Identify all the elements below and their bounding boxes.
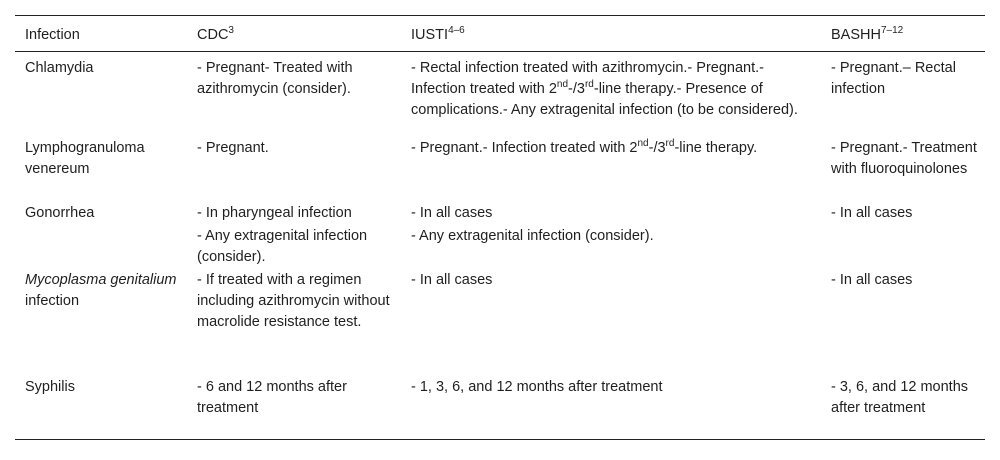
table-row-gonorrhea xyxy=(15,203,985,270)
header-infection-label: Infection xyxy=(25,27,80,43)
cell-text: infection xyxy=(25,293,80,309)
cell-text: -line therapy.- Presence of complications.- Any extragenital infection (to be considered). xyxy=(411,81,798,118)
cell-infection: Lymphogranuloma venereum xyxy=(25,140,145,177)
cell-bashh: - 3, 6, and 12 months after treatment xyxy=(831,379,969,416)
cell-text: - Pregnant.- Infection treated with 2 xyxy=(411,140,638,156)
cell-text: -line therapy. xyxy=(674,140,758,156)
header-cdc xyxy=(187,16,401,52)
ordinal-suffix: rd xyxy=(584,79,594,91)
cell-infection: Syphilis xyxy=(25,379,75,395)
header-bashh-label: BASHH xyxy=(831,27,881,43)
cell-text: -/3 xyxy=(648,140,666,156)
cell-bashh: - In all cases xyxy=(831,272,913,288)
table-row-syphilis xyxy=(15,377,985,440)
cell-text: - Rectal infection treated with azithromycin.- Pregnant.- Infection treated with 2 xyxy=(411,60,764,97)
cell-iusti xyxy=(401,52,821,139)
cell-line: - In all cases xyxy=(411,205,493,221)
table-row-lgv xyxy=(15,138,985,203)
cell-infection: Gonorrhea xyxy=(25,205,95,221)
header-bashh xyxy=(821,16,985,52)
cell-bashh: - Pregnant.- Treatment with fluoroquinolones xyxy=(831,140,977,177)
follow-up-table xyxy=(15,15,985,440)
ordinal-suffix: nd xyxy=(556,79,569,91)
table-row-mgen xyxy=(15,270,985,377)
cell-iusti: - In all cases xyxy=(411,272,493,288)
ordinal-suffix: rd xyxy=(665,138,675,150)
header-row xyxy=(15,16,985,52)
cell-bashh: - In all cases xyxy=(831,205,913,221)
comparison-table xyxy=(15,15,985,440)
header-cdc-ref: 3 xyxy=(228,25,234,37)
header-cdc-label: CDC xyxy=(197,27,229,43)
cell-cdc xyxy=(187,203,401,270)
cell-cdc: - If treated with a regimen including azithromycin without macrolide resistance test. xyxy=(197,272,390,330)
cell-line: - In pharyngeal infection xyxy=(197,205,352,221)
ordinal-suffix: nd xyxy=(637,138,649,150)
cell-iusti xyxy=(401,138,821,203)
header-infection xyxy=(15,16,187,52)
table-row-chlamydia xyxy=(15,52,985,139)
header-iusti-label: IUSTI xyxy=(411,27,449,43)
cell-infection: Chlamydia xyxy=(25,60,94,76)
cell-text: -/3 xyxy=(568,81,585,97)
cell-infection xyxy=(15,270,187,377)
header-iusti xyxy=(401,16,821,52)
cell-line: - Any extragenital infection (consider). xyxy=(411,228,654,244)
cell-iusti: - 1, 3, 6, and 12 months after treatment xyxy=(411,379,663,395)
cell-line: - Any extragenital infection (consider). xyxy=(197,228,368,265)
header-iusti-ref: 4–6 xyxy=(448,25,465,37)
cell-bashh: - Pregnant.– Rectal infection xyxy=(831,60,956,97)
species-name: Mycoplasma genitalium xyxy=(25,272,177,288)
header-bashh-ref: 7–12 xyxy=(880,25,904,37)
cell-cdc: - Pregnant- Treated with azithromycin (consider). xyxy=(197,60,353,97)
cell-cdc: - 6 and 12 months after treatment xyxy=(197,379,347,416)
cell-cdc: - Pregnant. xyxy=(197,140,269,156)
cell-iusti xyxy=(401,203,821,270)
